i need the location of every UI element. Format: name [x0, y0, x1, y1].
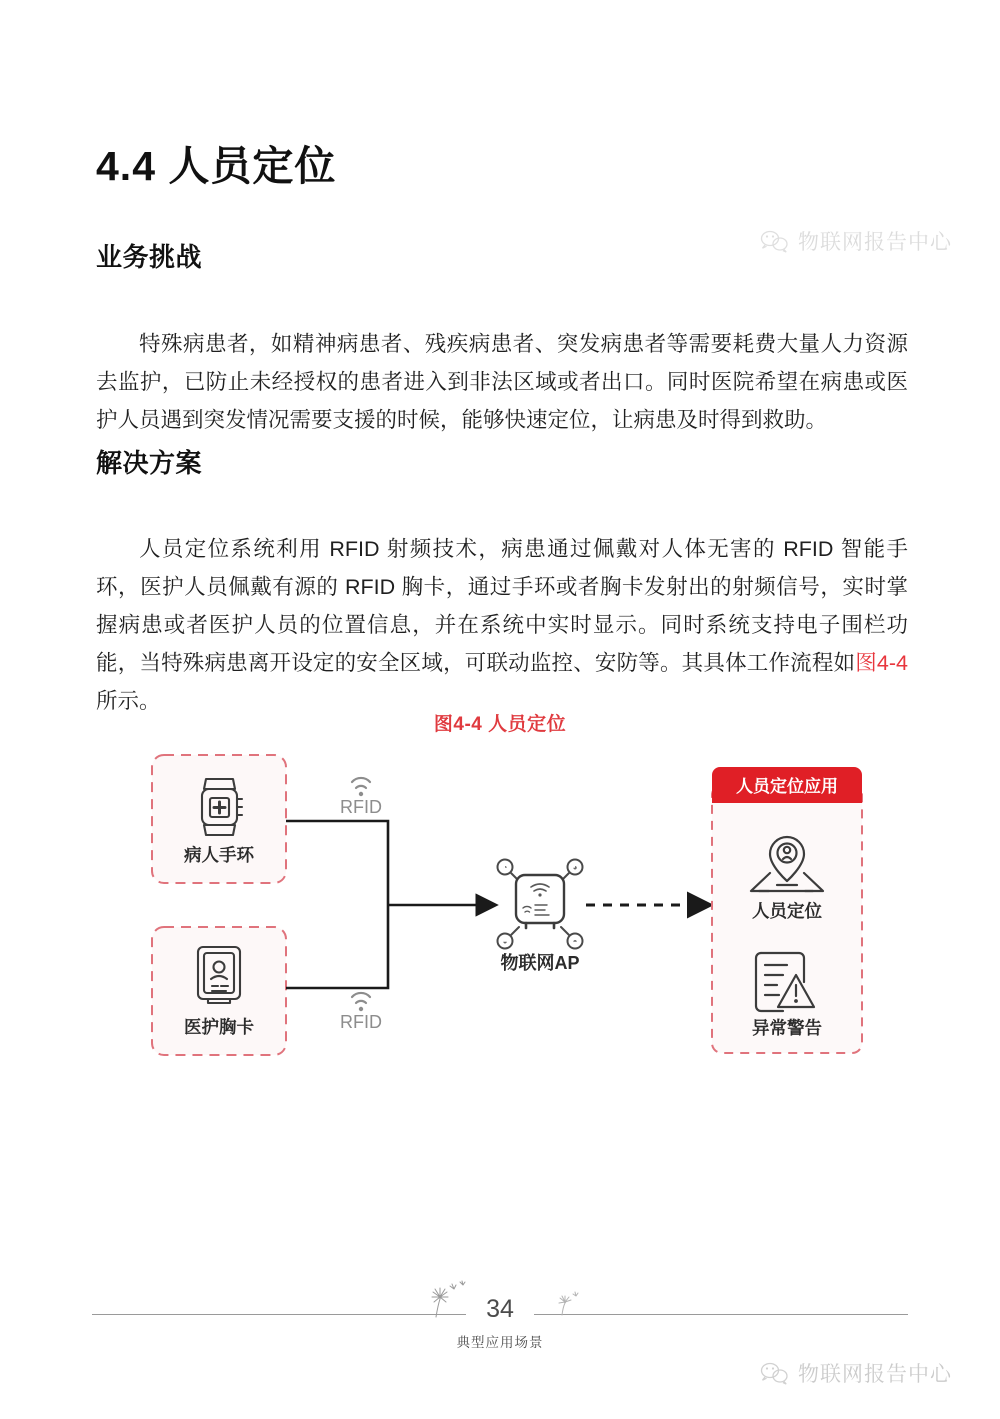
diagram-node-iot-ap — [498, 860, 583, 974]
figure-personnel-positioning-diagram — [120, 745, 890, 1065]
paragraph-business-challenge: 特殊病患者，如精神病患者、残疾病患者、突发病患者等需要耗费大量人力资源去监护，已防止未经授权的患者进入到非法区域或者出口。同时医院希望在病患或医护人员遇到突发情况需要支援的时候，能够快速定位，让病患及时得到救助。 — [96, 331, 908, 432]
diagram-label-application-header: 人员定位应用 — [736, 777, 838, 796]
page-footer — [0, 1295, 1000, 1365]
diagram-label-staff-badge: 医护胸卡 — [184, 1017, 254, 1037]
watermark-top-right — [759, 226, 952, 256]
footer-section-label: 典型应用场景 — [456, 1335, 544, 1350]
wechat-icon — [759, 1361, 789, 1385]
diagram-signal-rfid-bottom — [340, 993, 382, 1032]
diagram-label-iot-ap: 物联网AP — [500, 953, 580, 973]
diagram-connector-bracket — [286, 821, 478, 988]
diagram-label-personnel-positioning: 人员定位 — [752, 901, 822, 921]
figure-cross-reference[interactable]: 图4-4 — [855, 650, 908, 675]
svg-text:◔: ◔ — [502, 863, 508, 872]
diagram-node-staff-badge — [152, 927, 286, 1055]
page-number: 34 — [486, 1295, 514, 1323]
solution-text-tail: 所示。 — [96, 688, 161, 713]
paragraph-solution — [96, 530, 908, 720]
diagram-label-patient-wristband: 病人手环 — [184, 845, 254, 865]
svg-text:◕: ◕ — [572, 863, 578, 872]
watermark-top-text: 物联网报告中心 — [798, 231, 952, 254]
page-title: 4.4 人员定位 — [96, 143, 337, 189]
diagram-label-rfid-bottom: RFID — [340, 1012, 382, 1032]
wechat-icon — [759, 229, 789, 253]
svg-text:◒: ◒ — [502, 937, 508, 946]
watermark-bottom-text: 物联网报告中心 — [798, 1363, 952, 1386]
heading-solution: 解决方案 — [96, 448, 203, 478]
diagram-label-abnormal-alert: 异常警告 — [752, 1018, 822, 1038]
solution-text-main: 人员定位系统利用 RFID 射频技术，病患通过佩戴对人体无害的 RFID 智能手环，医护人员佩戴有源的 RFID 胸卡，通过手环或者胸卡发射出的射频信号，实时掌握病患或者医护人员的位置信息，并在系统中实时显示。同时系统支持电子围栏功能，当特殊病患离开设定的安全区域，可联动监控、安防等。其具体工作流程如 — [96, 536, 908, 675]
figure-caption: 图4-4 人员定位 — [433, 714, 567, 735]
diagram-panel-positioning-application — [712, 767, 862, 1053]
diagram-signal-rfid-top — [340, 778, 382, 817]
diagram-label-rfid-top: RFID — [340, 797, 382, 817]
svg-text:◓: ◓ — [572, 937, 578, 946]
diagram-node-patient-wristband — [152, 755, 286, 883]
watermark-bottom-right — [759, 1358, 952, 1388]
heading-business-challenge: 业务挑战 — [96, 242, 203, 272]
